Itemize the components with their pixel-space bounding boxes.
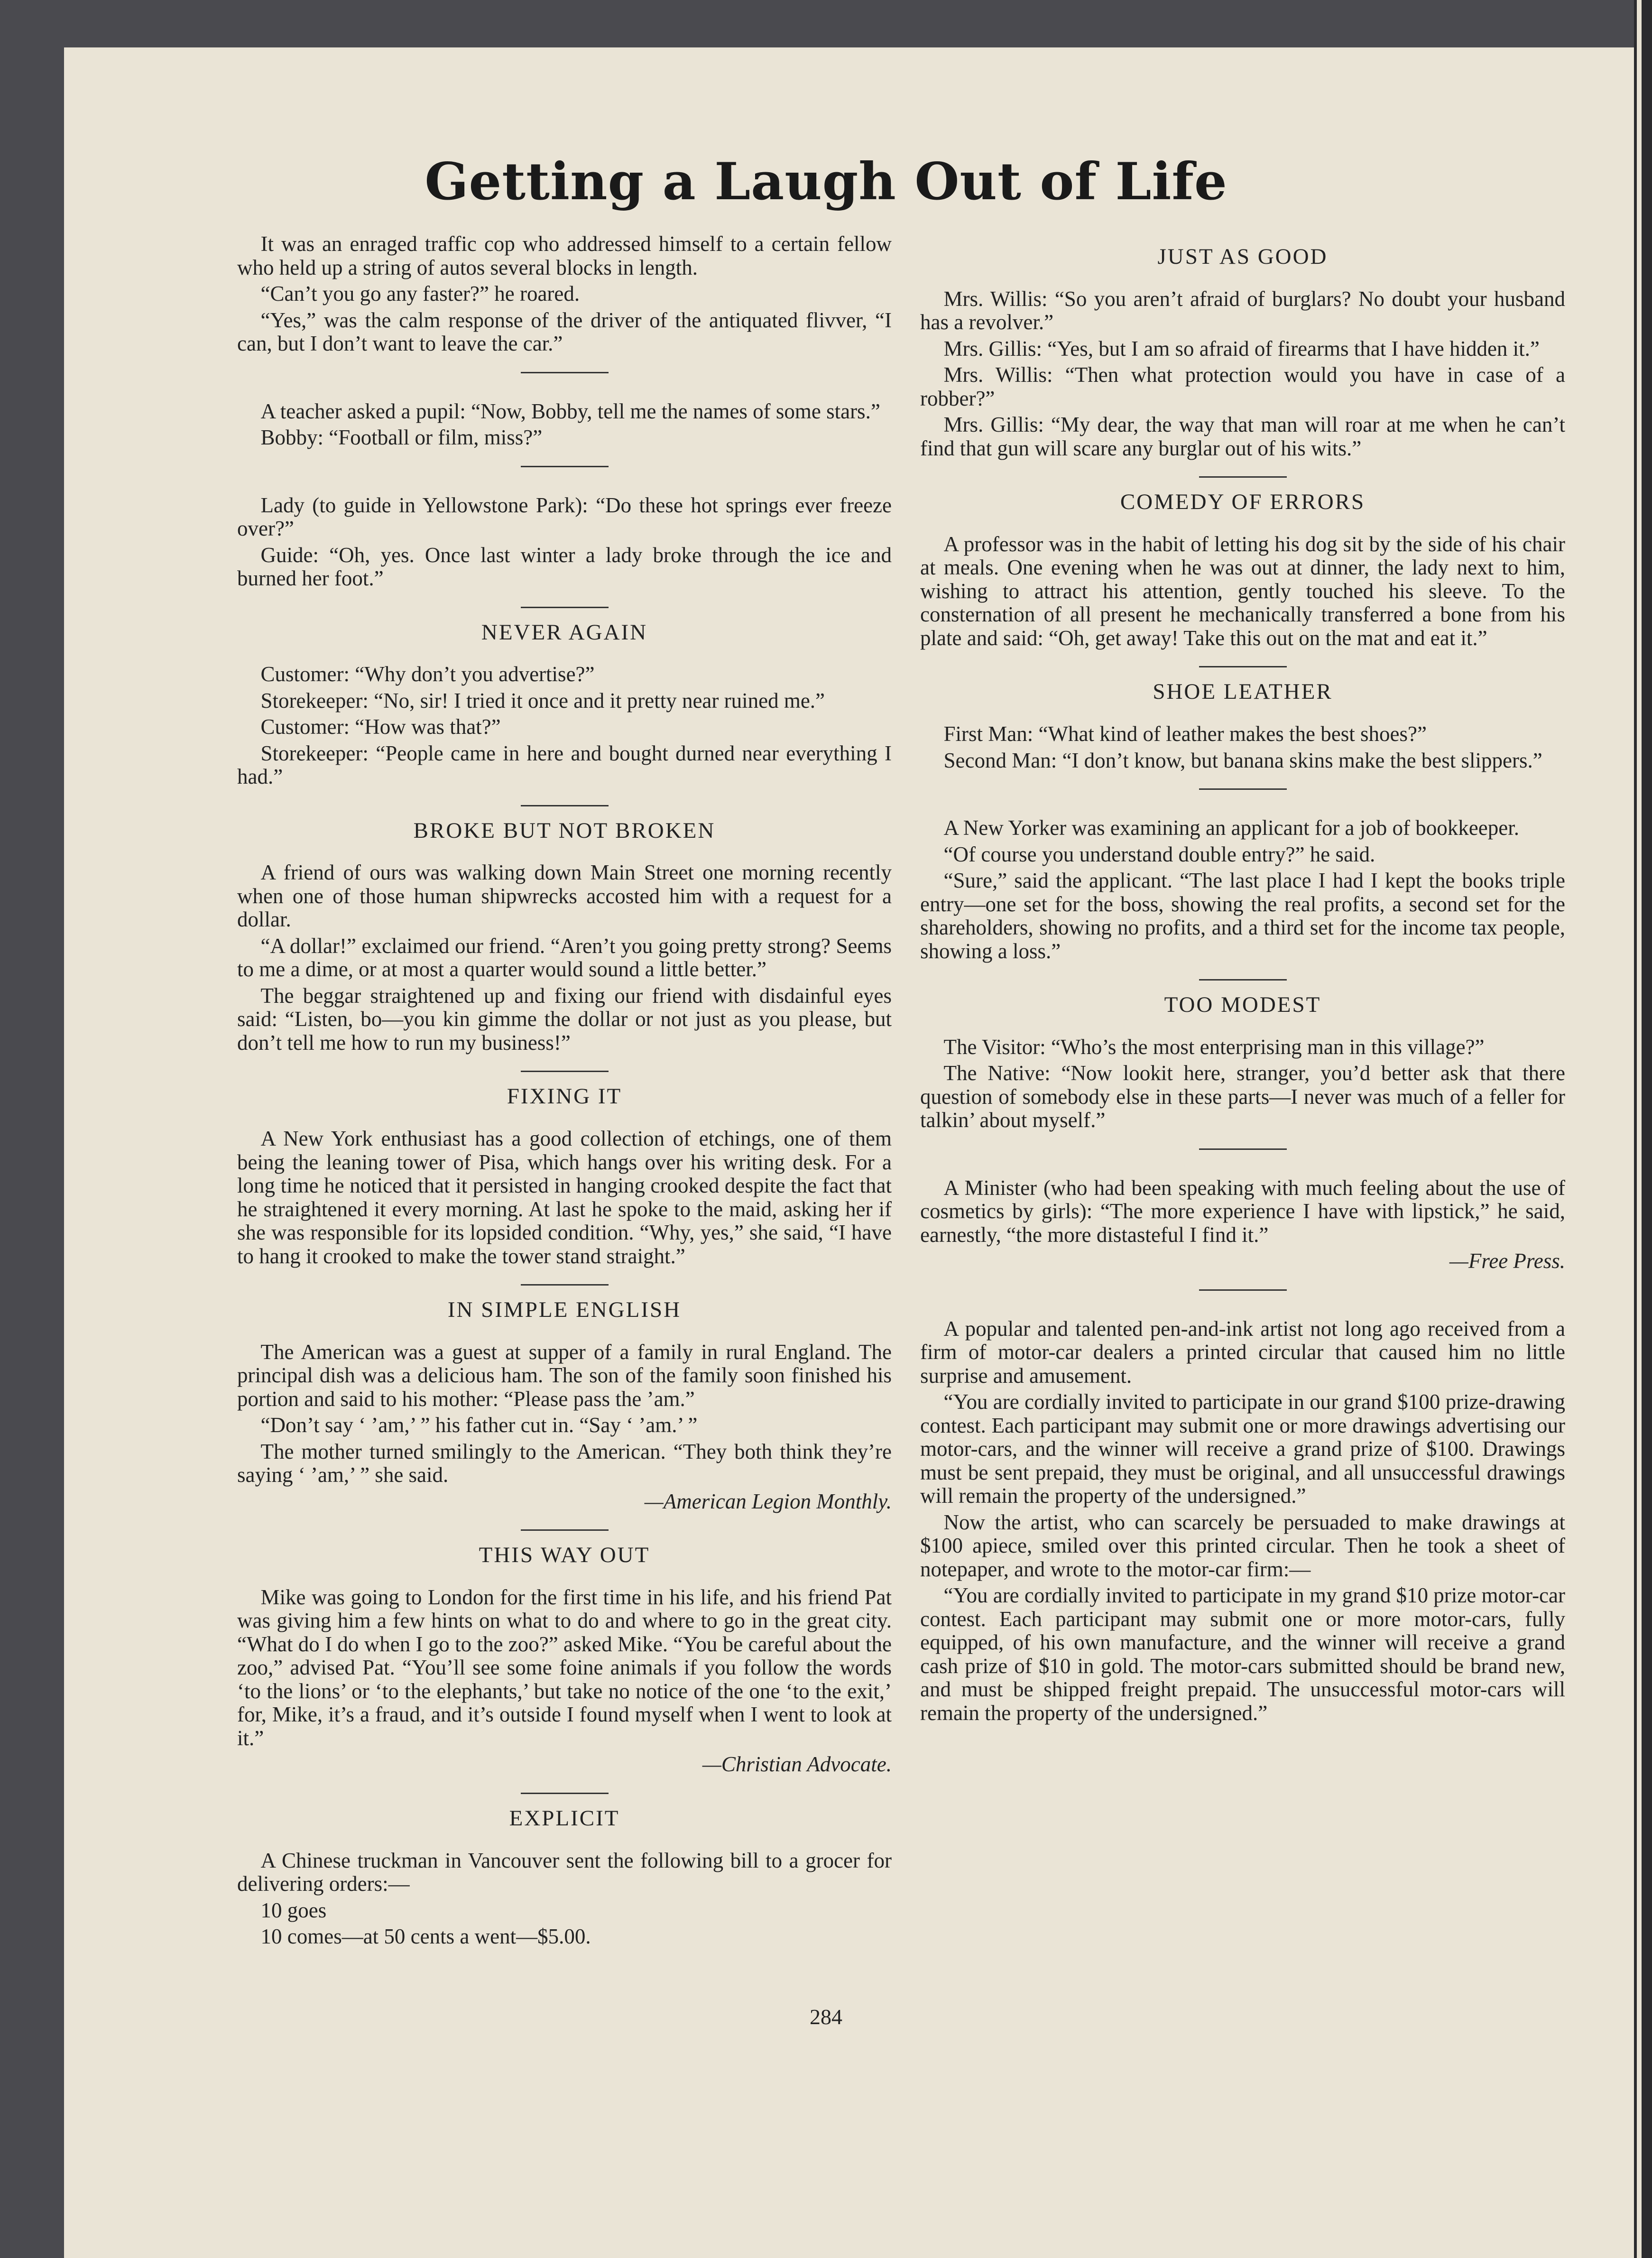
section-divider [521, 466, 609, 467]
joke-item [237, 494, 892, 591]
joke-source: —American Legion Monthly. [644, 1489, 892, 1513]
joke-heading: THIS WAY OUT [479, 1543, 650, 1568]
section-divider [521, 607, 609, 608]
joke-source: —Christian Advocate. [702, 1752, 892, 1777]
joke-paragraph: The American was a guest at supper of a family in rural England. The principal dish was a delicious ham. The son of the family soon finished his portion and said to his mother: “Please pass the ’am.” [237, 1340, 892, 1411]
joke-paragraph: Bobby: “Football or film, miss?” [260, 426, 543, 449]
section-divider [1199, 788, 1287, 790]
section-divider [1199, 1289, 1287, 1291]
joke-paragraph: “Of course you understand double entry?” he said. [943, 842, 1375, 866]
joke-heading: COMEDY OF ERRORS [1120, 490, 1366, 515]
joke-paragraph: 10 goes [260, 1898, 327, 1922]
joke-paragraph: A popular and talented pen-and-ink artist not long ago received from a firm of motor-car dealers a printed circular that caused him no little surprise and amusement. [920, 1316, 1565, 1388]
section-divider [1199, 1148, 1287, 1150]
joke-paragraph: Mrs. Gillis: “My dear, the way that man will roar at me when he can’t find that gun will scare any burglar out of his wits.” [920, 413, 1565, 460]
book-spine-edge [1634, 0, 1652, 2258]
joke-item [237, 1806, 892, 1949]
joke-paragraph: The beggar straightened up and fixing our friend with disdainful eyes said: “Listen, bo—you kin gimme the dollar or not just as you please, but don’t tell me how to run my business!” [237, 983, 892, 1055]
joke-paragraph: A Chinese truckman in Vancouver sent the following bill to a grocer for delivering orders:— [237, 1848, 892, 1896]
joke-paragraph: The Visitor: “Who’s the most enterprising man in this village?” [943, 1035, 1485, 1059]
joke-paragraph: “Don’t say ‘ ’am,’ ” his father cut in. “Say ‘ ’am.’ ” [260, 1413, 698, 1437]
joke-paragraph: 10 comes—at 50 cents a went—$5.00. [260, 1925, 591, 1949]
section-divider [521, 805, 609, 806]
joke-paragraph: Storekeeper: “No, sir! I tried it once and it pretty near ruined me.” [260, 688, 825, 713]
joke-paragraph: A New York enthusiast has a good collection of etchings, one of them being the leaning tower of Pisa, which hangs over his writing desk. For a long time he noticed that it persisted in hanging crooked despite the fact that he straightened it every morning. At last he spoke to the maid, asking her if she was responsible for its lopsided condition. “Why, yes,” she said, “I have to hang it crooked to make the tower stand straight.” [237, 1127, 892, 1268]
joke-item [920, 1317, 1565, 1725]
joke-paragraph: Customer: “How was that?” [260, 715, 501, 739]
section-divider [1199, 979, 1287, 981]
joke-heading: TOO MODEST [1164, 992, 1321, 1018]
joke-paragraph: A friend of ours was walking down Main Street one morning recently when one of those human shipwrecks accosted him with a request for a dollar. [237, 861, 892, 932]
joke-item [237, 232, 892, 356]
page-title: Getting a Laugh Out of Life [425, 152, 1227, 212]
joke-paragraph: “You are cordially invited to participate in my grand $10 prize motor-car contest. Each participant may submit one or more motor-cars, fully equipped, of his own manufacture, and the winner will receive a grand cash prize of $10 in gold. The motor-cars submitted should be brand new, and must be shipped freight prepaid. The unsuccessful motor-cars will remain the property of the undersigned.” [920, 1583, 1565, 1725]
section-divider [1199, 476, 1287, 478]
joke-item [920, 1176, 1565, 1273]
joke-item [237, 1543, 892, 1777]
joke-heading: BROKE BUT NOT BROKEN [413, 818, 716, 843]
joke-paragraph: “Can’t you go any faster?” he roared. [260, 282, 580, 305]
adjacent-page-edge [1637, 0, 1642, 2258]
joke-heading: NEVER AGAIN [481, 620, 648, 645]
joke-heading: IN SIMPLE ENGLISH [447, 1297, 682, 1323]
joke-paragraph: Guide: “Oh, yes. Once last winter a lady broke through the ice and burned her foot.” [237, 543, 892, 590]
right-column [920, 232, 1565, 1731]
joke-paragraph: A Minister (who had been speaking with much feeling about the use of cosmetics by girls): “The more experience I have with lipstick,” he said, earnestly, “the more distasteful I find it.” [920, 1175, 1565, 1247]
section-divider [521, 372, 609, 373]
joke-paragraph: The mother turned smilingly to the American. “They both think they’re saying ‘ ’am,’ ” she said. [237, 1439, 892, 1487]
joke-paragraph: Second Man: “I don’t know, but banana skins make the best slippers.” [943, 748, 1542, 772]
joke-paragraph: Mrs. Willis: “Then what protection would you have in case of a robber?” [920, 363, 1565, 410]
joke-item [237, 1084, 892, 1268]
joke-item [237, 620, 892, 789]
joke-paragraph: The Native: “Now lookit here, stranger, you’d better ask that there question of somebody else in these parts—I never was much of a feller for talkin’ about myself.” [920, 1061, 1565, 1132]
section-divider [521, 1529, 609, 1531]
joke-paragraph: Customer: “Why don’t you advertise?” [260, 662, 595, 686]
joke-paragraph: “Sure,” said the applicant. “The last place I had I kept the books triple entry—one set for the boss, showing the real profits, a second set for the shareholders, showing no profits, and a third set for the income tax people, showing a loss.” [920, 869, 1565, 963]
joke-item [920, 816, 1565, 963]
joke-item [920, 245, 1565, 460]
joke-paragraph: First Man: “What kind of leather makes the best shoes?” [943, 722, 1427, 746]
joke-paragraph: A teacher asked a pupil: “Now, Bobby, tell me the names of some stars.” [260, 399, 880, 423]
joke-item [237, 1298, 892, 1513]
section-divider [521, 1284, 609, 1286]
joke-heading: FIXING IT [507, 1084, 622, 1109]
joke-heading: JUST AS GOOD [1157, 244, 1328, 269]
joke-item [920, 993, 1565, 1132]
joke-paragraph: “A dollar!” exclaimed our friend. “Aren’t you going pretty strong? Seems to me a dime, or at most a quarter would sound a little better.” [237, 934, 892, 981]
joke-paragraph: Mrs. Willis: “So you aren’t afraid of burglars? No doubt your husband has a revolver.” [920, 287, 1565, 334]
section-divider [1199, 666, 1287, 667]
joke-paragraph: Storekeeper: “People came in here and bought durned near everything I had.” [237, 741, 892, 789]
joke-heading: SHOE LEATHER [1153, 679, 1333, 704]
joke-paragraph: Mrs. Gillis: “Yes, but I am so afraid of firearms that I have hidden it.” [943, 336, 1540, 361]
joke-paragraph: “Yes,” was the calm response of the driver of the antiquated flivver, “I can, but I don’t want to leave the car.” [237, 308, 892, 355]
joke-paragraph: Mike was going to London for the first time in his life, and his friend Pat was giving him a few hints on what to do and where to go in the great city. “What do I do when I go to the zoo?” asked Mike. “You be careful about the zoo,” advised Pat. “You’ll see some foine animals if you follow the words ‘to the lions’ or ‘to the elephants,’ but take no notice of the one ‘to the exit,’ for, Mike, it’s a fraud, and it’s outside I found myself when I went to look at it.” [237, 1585, 892, 1750]
joke-item [237, 819, 892, 1055]
joke-paragraph: A New Yorker was examining an applicant for a job of bookkeeper. [943, 816, 1519, 840]
joke-paragraph: “You are cordially invited to participate in our grand $100 prize-drawing contest. Each participant may submit one or more drawings advertising our motor-cars, and the winner will receive a grand prize of $100. Drawings must be sent prepaid, they must be original, and all unsuccessful drawings will remain the property of the undersigned.” [920, 1390, 1565, 1508]
joke-paragraph: A professor was in the habit of letting his dog sit by the side of his chair at meals. One evening when he was out at dinner, the lady next to him, wishing to attract his attention, gently touched his sleeve. To the consternation of all present he mechanically transferred a bone from his plate and said: “Oh, get away! Take this out on the mat and eat it.” [920, 532, 1565, 650]
section-divider [521, 1071, 609, 1072]
joke-item [920, 680, 1565, 772]
joke-paragraph: Lady (to guide in Yellowstone Park): “Do these hot springs ever freeze over?” [237, 493, 892, 540]
joke-heading: EXPLICIT [509, 1805, 620, 1831]
joke-item [920, 490, 1565, 650]
section-divider [521, 1793, 609, 1794]
joke-paragraph: It was an enraged traffic cop who addressed himself to a certain fellow who held up a string of autos several blocks in length. [237, 232, 892, 279]
joke-source: —Free Press. [1449, 1249, 1565, 1273]
page-number: 284 [810, 2005, 842, 2029]
left-column [237, 232, 892, 1954]
joke-paragraph: Now the artist, who can scarcely be persuaded to make drawings at $100 apiece, smiled over this printed circular. Then he took a sheet of notepaper, and wrote to the motor-car firm:— [920, 1510, 1565, 1581]
joke-item [237, 400, 892, 450]
